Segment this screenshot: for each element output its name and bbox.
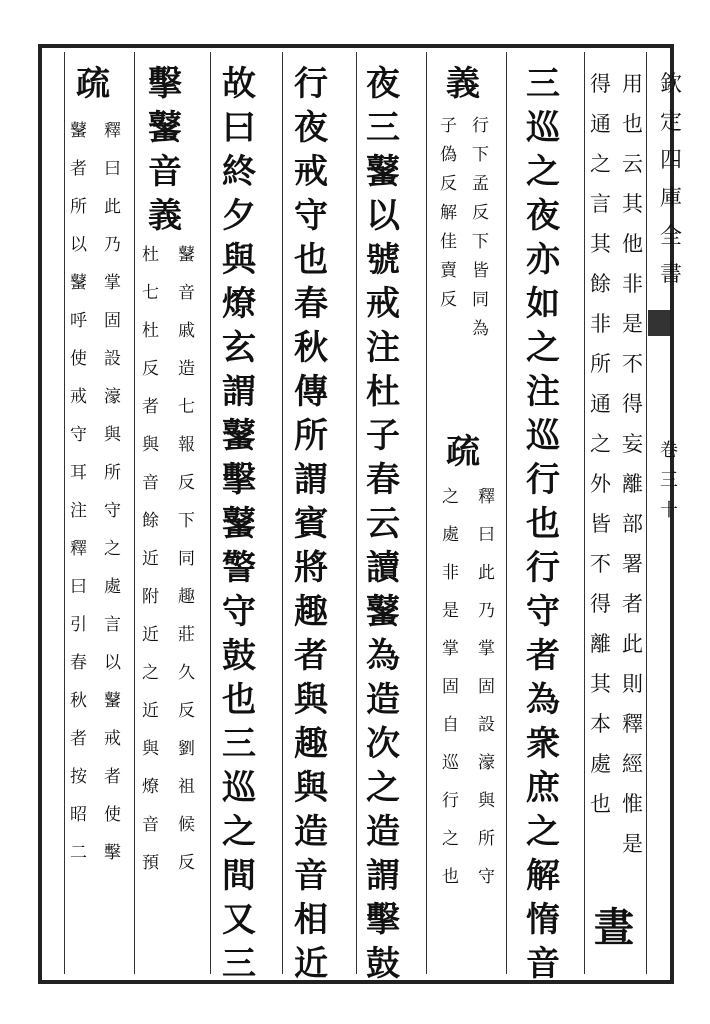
glyph: 惰 (526, 900, 560, 940)
glyph: 十 (660, 500, 678, 521)
glyph: 為 (472, 319, 489, 339)
glyph: 音 (178, 283, 195, 303)
glyph: 造 (366, 680, 400, 720)
glyph: 警 (222, 548, 256, 588)
glyph: 所 (590, 352, 611, 376)
glyph: 自 (442, 715, 459, 735)
glyph: 者 (622, 592, 643, 616)
glyph: 下 (472, 232, 489, 252)
glyph: 言 (104, 615, 121, 635)
glyph: 二 (70, 843, 87, 863)
glyph: 者 (294, 636, 328, 676)
glyph: 杜 (366, 372, 400, 412)
glyph: 巡 (526, 108, 560, 148)
glyph: 子 (440, 116, 457, 136)
glyph: 反 (178, 853, 195, 873)
glyph: 音 (294, 856, 328, 896)
glyph: 也 (222, 680, 256, 720)
glyph: 濠 (104, 387, 121, 407)
text-column (526, 62, 560, 986)
margin-fishtail-mark (648, 310, 670, 336)
glyph: 此 (478, 563, 495, 583)
glyph: 之 (590, 152, 611, 176)
glyph: 釋 (478, 487, 495, 507)
glyph: 鼜 (70, 121, 87, 141)
glyph: 處 (442, 525, 459, 545)
glyph: 不 (590, 552, 611, 576)
glyph: 之 (104, 539, 121, 559)
annotation-column (70, 112, 87, 872)
glyph: 者 (526, 636, 560, 676)
glyph: 衆 (526, 724, 560, 764)
glyph: 為 (366, 636, 400, 676)
glyph: 三 (222, 944, 256, 984)
column-rule (282, 52, 283, 974)
glyph: 餘 (590, 272, 611, 296)
glyph: 皆 (590, 512, 611, 536)
glyph: 謂 (366, 856, 400, 896)
glyph: 與 (142, 435, 159, 455)
glyph: 與 (104, 425, 121, 445)
glyph: 通 (590, 392, 611, 416)
glyph: 餘 (142, 511, 159, 531)
glyph: 云 (622, 152, 643, 176)
glyph: 趣 (178, 587, 195, 607)
glyph: 下 (472, 145, 489, 165)
glyph: 賓 (294, 504, 328, 544)
glyph: 終 (222, 152, 256, 192)
glyph: 三 (366, 108, 400, 148)
glyph: 之 (142, 663, 159, 683)
glyph: 傳 (294, 372, 328, 412)
glyph: 謂 (294, 460, 328, 500)
glyph: 與 (478, 791, 495, 811)
glyph: 夕 (222, 196, 256, 236)
glyph: 春 (70, 653, 87, 673)
glyph: 非 (442, 563, 459, 583)
glyph: 釋 (104, 121, 121, 141)
glyph: 得 (622, 392, 643, 416)
glyph: 反 (178, 473, 195, 493)
glyph: 者 (70, 729, 87, 749)
column-rule (356, 52, 357, 974)
glyph: 以 (70, 235, 87, 255)
annotation-column (442, 478, 459, 896)
glyph: 得 (590, 592, 611, 616)
glyph: 所 (70, 197, 87, 217)
glyph: 七 (178, 397, 195, 417)
column-rule (210, 52, 211, 974)
glyph: 乃 (478, 601, 495, 621)
glyph: 注 (70, 501, 87, 521)
glyph: 此 (104, 197, 121, 217)
glyph: 其 (590, 672, 611, 696)
glyph: 巡 (526, 416, 560, 456)
glyph: 此 (622, 632, 643, 656)
glyph: 定 (660, 110, 683, 135)
glyph: 所 (294, 416, 328, 456)
glyph: 非 (622, 272, 643, 296)
glyph: 故 (222, 64, 256, 104)
glyph: 固 (104, 311, 121, 331)
glyph: 擊 (366, 900, 400, 940)
glyph: 通 (590, 112, 611, 136)
glyph: 曰 (222, 108, 256, 148)
glyph: 書 (660, 262, 683, 287)
glyph: 行 (294, 64, 328, 104)
glyph: 處 (104, 577, 121, 597)
glyph: 戒 (104, 729, 121, 749)
glyph: 音 (148, 152, 182, 192)
glyph: 反 (440, 290, 457, 310)
glyph: 候 (178, 815, 195, 835)
glyph: 曰 (104, 159, 121, 179)
glyph: 讀 (366, 548, 400, 588)
glyph: 引 (70, 615, 87, 635)
glyph: 春 (366, 460, 400, 500)
glyph: 疏 (76, 64, 110, 104)
glyph: 戚 (178, 321, 195, 341)
glyph: 掌 (442, 639, 459, 659)
glyph: 使 (70, 349, 87, 369)
glyph: 注 (366, 328, 400, 368)
glyph: 也 (442, 867, 459, 887)
glyph: 擊 (222, 460, 256, 500)
glyph: 守 (222, 592, 256, 632)
glyph: 掌 (478, 639, 495, 659)
glyph: 近 (142, 701, 159, 721)
glyph: 趣 (294, 592, 328, 632)
glyph: 亦 (526, 240, 560, 280)
corner-large-character: 晝 (594, 904, 634, 951)
glyph: 設 (478, 715, 495, 735)
text-column (446, 62, 480, 106)
glyph: 惟 (622, 792, 643, 816)
glyph: 近 (142, 549, 159, 569)
glyph: 擊 (148, 64, 182, 104)
glyph: 義 (446, 64, 480, 104)
glyph: 守 (70, 425, 87, 445)
glyph: 與 (142, 739, 159, 759)
glyph: 者 (142, 397, 159, 417)
glyph: 四 (660, 148, 683, 173)
glyph: 者 (104, 767, 121, 787)
glyph: 皆 (472, 261, 489, 281)
glyph: 造 (294, 812, 328, 852)
glyph: 偽 (440, 145, 457, 165)
glyph: 也 (526, 504, 560, 544)
glyph: 祖 (178, 777, 195, 797)
annotation-column (142, 236, 159, 882)
glyph: 秋 (294, 328, 328, 368)
glyph: 春 (294, 284, 328, 324)
glyph: 言 (590, 192, 611, 216)
glyph: 注 (526, 372, 560, 412)
annotation-column (472, 112, 489, 344)
glyph: 音 (142, 473, 159, 493)
glyph: 行 (526, 548, 560, 588)
text-column (294, 62, 328, 986)
glyph: 同 (178, 549, 195, 569)
glyph: 以 (104, 653, 121, 673)
glyph: 他 (622, 232, 643, 256)
glyph: 鼜 (70, 273, 87, 293)
glyph: 使 (104, 805, 121, 825)
glyph: 鼜 (148, 108, 182, 148)
glyph: 夜 (294, 108, 328, 148)
text-column (148, 62, 182, 238)
glyph: 趣 (294, 724, 328, 764)
glyph: 三 (660, 470, 678, 491)
glyph: 玄 (222, 328, 256, 368)
title-margin-label (660, 66, 682, 294)
column-rule (134, 52, 135, 974)
glyph: 號 (366, 240, 400, 280)
glyph: 設 (104, 349, 121, 369)
glyph: 之 (222, 812, 256, 852)
glyph: 釋 (70, 539, 87, 559)
glyph: 昭 (70, 805, 87, 825)
glyph: 久 (178, 663, 195, 683)
glyph: 之 (526, 152, 560, 192)
glyph: 欽 (660, 72, 683, 97)
glyph: 疏 (446, 432, 480, 472)
glyph: 處 (590, 752, 611, 776)
glyph: 本 (590, 712, 611, 736)
glyph: 云 (366, 504, 400, 544)
glyph: 之 (442, 829, 459, 849)
glyph: 所 (478, 829, 495, 849)
glyph: 得 (590, 72, 611, 96)
glyph: 離 (590, 632, 611, 656)
glyph: 是 (622, 832, 643, 856)
glyph: 掌 (104, 273, 121, 293)
glyph: 孟 (472, 174, 489, 194)
glyph: 其 (590, 232, 611, 256)
glyph: 是 (622, 312, 643, 336)
glyph: 近 (294, 944, 328, 984)
glyph: 音 (526, 944, 560, 984)
glyph: 反 (440, 174, 457, 194)
glyph: 莊 (178, 625, 195, 645)
glyph: 之 (526, 328, 560, 368)
glyph: 按 (70, 767, 87, 787)
glyph: 鼓 (222, 636, 256, 676)
glyph: 守 (104, 501, 121, 521)
glyph: 將 (294, 548, 328, 588)
text-column (366, 62, 400, 986)
glyph: 賣 (440, 261, 457, 281)
glyph: 巡 (222, 768, 256, 808)
column-rule (584, 52, 585, 974)
glyph: 七 (142, 283, 159, 303)
glyph: 所 (104, 463, 121, 483)
glyph: 鼜 (222, 416, 256, 456)
column-rule (64, 52, 65, 974)
glyph: 部 (622, 512, 643, 536)
glyph: 次 (366, 724, 400, 764)
glyph: 妄 (622, 432, 643, 456)
glyph: 鼜 (366, 152, 400, 192)
glyph: 同 (472, 290, 489, 310)
column-rule (506, 52, 507, 974)
glyph: 相 (294, 900, 328, 940)
glyph: 行 (526, 460, 560, 500)
text-column (222, 62, 256, 986)
text-column (590, 64, 611, 824)
glyph: 卷 (660, 440, 678, 461)
glyph: 又 (222, 900, 256, 940)
glyph: 呼 (70, 311, 87, 331)
column-rule (426, 52, 427, 974)
glyph: 外 (590, 472, 611, 496)
glyph: 如 (526, 284, 560, 324)
annotation-column (178, 236, 195, 882)
glyph: 報 (178, 435, 195, 455)
glyph: 杜 (142, 321, 159, 341)
glyph: 與 (294, 680, 328, 720)
bottom-border-band (38, 960, 674, 984)
glyph: 之 (590, 432, 611, 456)
glyph: 造 (366, 812, 400, 852)
glyph: 解 (526, 856, 560, 896)
text-column (76, 62, 110, 106)
glyph: 戒 (70, 387, 87, 407)
glyph: 巡 (442, 753, 459, 773)
glyph: 耳 (70, 463, 87, 483)
glyph: 也 (294, 240, 328, 280)
glyph: 守 (526, 592, 560, 632)
glyph: 與 (222, 240, 256, 280)
glyph: 則 (622, 672, 643, 696)
glyph: 近 (142, 625, 159, 645)
glyph: 擊 (104, 843, 121, 863)
glyph: 署 (622, 552, 643, 576)
glyph: 子 (366, 416, 400, 456)
glyph: 固 (442, 677, 459, 697)
glyph: 音 (142, 815, 159, 835)
glyph: 附 (142, 587, 159, 607)
annotation-column (104, 112, 121, 872)
glyph: 也 (622, 112, 643, 136)
glyph: 鼓 (366, 944, 400, 984)
glyph: 庫 (660, 186, 683, 211)
glyph: 鼜 (222, 504, 256, 544)
glyph: 鼜 (178, 245, 195, 265)
glyph: 其 (622, 192, 643, 216)
glyph: 反 (142, 359, 159, 379)
glyph: 非 (590, 312, 611, 336)
glyph: 曰 (478, 525, 495, 545)
glyph: 固 (478, 677, 495, 697)
glyph: 離 (622, 472, 643, 496)
glyph: 行 (442, 791, 459, 811)
glyph: 守 (478, 867, 495, 887)
glyph: 與 (294, 768, 328, 808)
glyph: 以 (366, 196, 400, 236)
glyph: 謂 (222, 372, 256, 412)
glyph: 間 (222, 856, 256, 896)
glyph: 夜 (366, 64, 400, 104)
glyph: 者 (70, 159, 87, 179)
glyph: 戒 (294, 152, 328, 192)
glyph: 曰 (70, 577, 87, 597)
glyph: 不 (622, 352, 643, 376)
glyph: 燎 (142, 777, 159, 797)
glyph: 三 (526, 64, 560, 104)
glyph: 燎 (222, 284, 256, 324)
glyph: 釋 (622, 712, 643, 736)
glyph: 反 (178, 701, 195, 721)
glyph: 下 (178, 511, 195, 531)
glyph: 解 (440, 203, 457, 223)
glyph: 庶 (526, 768, 560, 808)
glyph: 預 (142, 853, 159, 873)
glyph: 之 (442, 487, 459, 507)
glyph: 戒 (366, 284, 400, 324)
glyph: 之 (526, 812, 560, 852)
glyph: 杜 (142, 245, 159, 265)
glyph: 全 (660, 224, 683, 249)
juan-margin-label (660, 436, 678, 526)
text-column (446, 430, 480, 474)
glyph: 經 (622, 752, 643, 776)
glyph: 劉 (178, 739, 195, 759)
glyph: 秋 (70, 691, 87, 711)
glyph: 義 (148, 196, 182, 236)
glyph: 也 (590, 792, 611, 816)
glyph: 夜 (526, 196, 560, 236)
glyph: 造 (178, 359, 195, 379)
glyph: 乃 (104, 235, 121, 255)
glyph: 三 (222, 724, 256, 764)
glyph: 守 (294, 196, 328, 236)
annotation-column (440, 112, 457, 315)
annotation-column (478, 478, 495, 896)
glyph: 反 (472, 203, 489, 223)
glyph: 濠 (478, 753, 495, 773)
column-rule (646, 52, 647, 974)
glyph: 之 (366, 768, 400, 808)
glyph: 用 (622, 72, 643, 96)
glyph: 鼜 (366, 592, 400, 632)
glyph: 佳 (440, 232, 457, 252)
glyph: 為 (526, 680, 560, 720)
text-column (622, 64, 643, 864)
glyph: 鼜 (104, 691, 121, 711)
glyph: 是 (442, 601, 459, 621)
glyph: 行 (472, 116, 489, 136)
